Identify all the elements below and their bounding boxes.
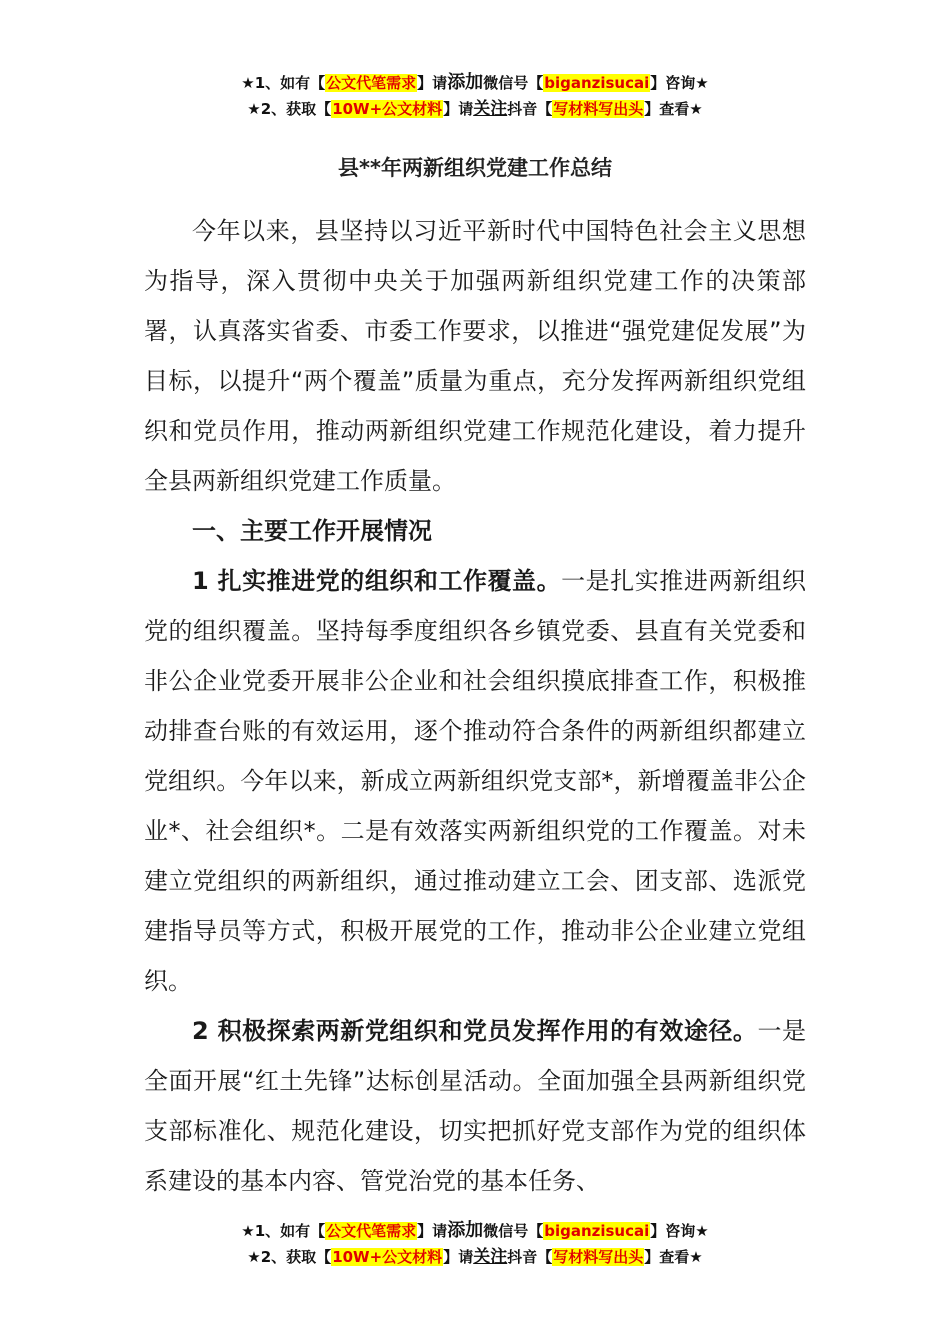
banner-text: 微信号【 <box>483 74 544 92</box>
banner-text: 微信号【 <box>483 1222 544 1240</box>
banner-highlight: 公文代笔需求 <box>326 1222 417 1240</box>
banner-text: ★2、获取【 <box>247 1248 332 1266</box>
paragraph-lead: 2 积极探索两新党组织和党员发挥作用的有效途径。 <box>192 1017 758 1045</box>
banner-highlight: 公文代笔需求 <box>326 74 417 92</box>
banner-text: 抖音【 <box>507 1248 553 1266</box>
banner-line-1 <box>0 70 950 96</box>
banner-text: 】咨询★ <box>650 74 709 92</box>
banner-text: 】咨询★ <box>650 1222 709 1240</box>
banner-highlight: biganzisucai <box>544 1222 650 1240</box>
banner-emphasis: 添加 <box>447 1220 484 1241</box>
banner-highlight: 写材料写出头 <box>553 1248 644 1266</box>
document-title: 县**年两新组织党建工作总结 <box>338 156 612 180</box>
banner-line-1 <box>0 1218 950 1244</box>
banner-text: ★2、获取【 <box>247 100 332 118</box>
banner-text: 】查看★ <box>644 1248 703 1266</box>
banner-highlight: biganzisucai <box>544 74 650 92</box>
paragraph-body: 一是全面开展“红土先锋”达标创星活动。全面加强全县两新组织党支部标准化、规范化建设，切实把抓好党支部作为党的组织体系建设的基本内容、管党治党的基本任务、 <box>144 1017 806 1195</box>
banner-text: ★1、如有【 <box>241 74 326 92</box>
bottom-banner <box>0 1218 950 1270</box>
banner-emphasis: 关注 <box>473 1247 508 1267</box>
banner-text: 】请 <box>417 74 448 92</box>
banner-text: ★1、如有【 <box>241 1222 326 1240</box>
paragraph-body: 一是扎实推进两新组织党的组织覆盖。坚持每季度组织各乡镇党委、县直有关党委和非公企业党委开展非公企业和社会组织摸底排查工作，积极推动排查台账的有效运用，逐个推动符合条件的两新组织都建立党组织。今年以来，新成立两新组织党支部*，新增覆盖非公企业*、社会组织*。二是有效落实两新组织党的工作覆盖。对未建立党组织的两新组织，通过推动建立工会、团支部、选派党建指导员等方式，积极开展党的工作，推动非公企业建立党组织。 <box>144 567 806 995</box>
banner-text: 抖音【 <box>507 100 553 118</box>
banner-text: 】查看★ <box>644 100 703 118</box>
banner-highlight: 10W+公文材料 <box>332 100 443 118</box>
paragraph-intro: 今年以来，县坚持以习近平新时代中国特色社会主义思想为指导，深入贯彻中央关于加强两新组织党建工作的决策部署，认真落实省委、市委工作要求，以推进“强党建促发展”为目标，以提升“两个覆盖”质量为重点，充分发挥两新组织党组织和党员作用，推动两新组织党建工作规范化建设，着力提升全县两新组织党建工作质量。 <box>144 217 806 495</box>
banner-emphasis: 关注 <box>473 99 508 119</box>
banner-line-2 <box>0 96 950 122</box>
banner-line-2 <box>0 1244 950 1270</box>
top-banner <box>0 70 950 122</box>
banner-text: 】请 <box>443 100 474 118</box>
banner-text: 】请 <box>417 1222 448 1240</box>
paragraph-lead: 1 扎实推进党的组织和工作覆盖。 <box>192 567 562 595</box>
section-heading: 一、主要工作开展情况 <box>192 517 432 545</box>
paragraph-role <box>144 1006 806 1206</box>
banner-highlight: 10W+公文材料 <box>332 1248 443 1266</box>
banner-highlight: 写材料写出头 <box>553 100 644 118</box>
banner-emphasis: 添加 <box>447 72 484 93</box>
paragraph-coverage <box>144 556 806 1006</box>
banner-text: 】请 <box>443 1248 474 1266</box>
